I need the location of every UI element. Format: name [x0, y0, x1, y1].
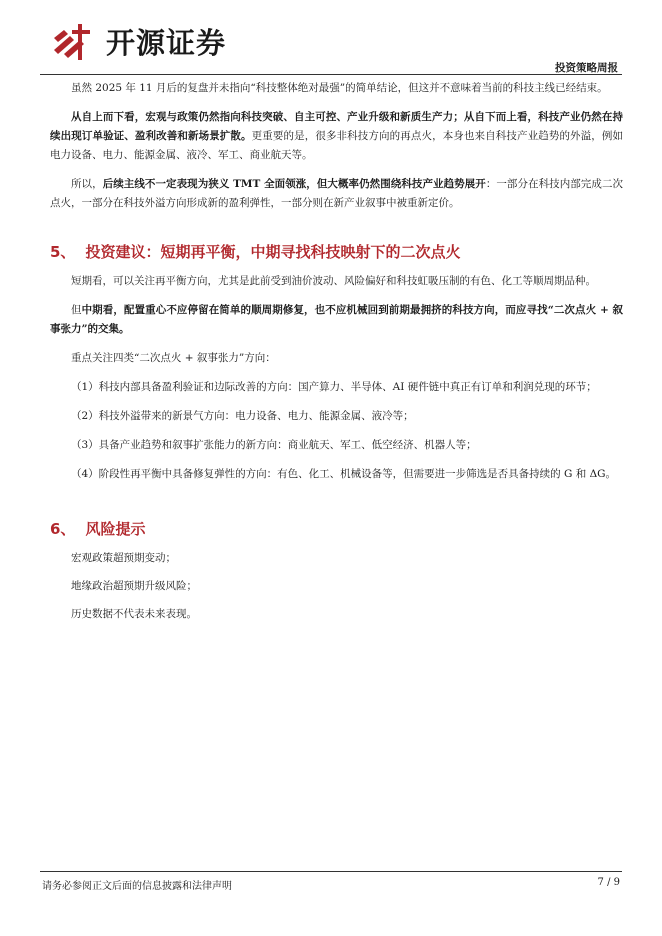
- section-5-item-1: （1）科技内部具备盈利验证和边际改善的方向：国产算力、半导体、AI 硬件链中真正有订单和利润兑现的环节；: [71, 381, 597, 393]
- section-5-item-3: （3）具备产业趋势和叙事扩张能力的新方向：商业航天、军工、低空经济、机器人等；: [71, 439, 477, 451]
- report-type-label: 投资策略周报: [555, 62, 618, 74]
- section-5-item-2: （2）科技外溢带来的新景气方向：电力设备、电力、能源金属、液冷等；: [71, 410, 414, 422]
- page-header: [0, 0, 662, 76]
- section-5-paragraph-1: 短期看，可以关注再平衡方向，尤其是此前受到油价波动、风险偏好和科技虹吸压制的有色、化工等顺周期品种。: [71, 275, 596, 287]
- section-5-paragraph-2-emphasis: 中期看，配置重心不应停留在简单的顺周期修复，也不应机械回到前期最拥挤的科技方向，而应寻找“二次点火 + 叙事张力”的交集。: [50, 304, 623, 335]
- section-5-paragraph-2-lead: 但: [71, 304, 82, 316]
- body-paragraph-2-text: 更重要的是，很多非科技方向的再点火，本身也来自科技产业趋势的外溢，例如电力设备、电力、能源金属、液冷、军工、商业航天等。: [50, 130, 624, 161]
- brand-logo-icon: [50, 20, 100, 62]
- body-paragraph-3-text: ：一部分在科技内部完成二次点火，一部分在科技外溢方向形成新的盈利弹性，一部分则在新产业叙事中被重新定价。: [50, 178, 624, 209]
- footer-disclaimer: 请务必参阅正文后面的信息披露和法律声明: [42, 881, 232, 892]
- risk-item-3: 历史数据不代表未来表现。: [71, 608, 197, 620]
- body-paragraph-3-emphasis: 后续主线不一定表现为狭义 TMT 全面领涨，但大概率仍然围绕科技产业趋势展开: [102, 178, 486, 190]
- body-paragraph-2: [50, 108, 623, 165]
- risk-item-1: 宏观政策超预期变动；: [71, 552, 176, 564]
- body-paragraph-3: [50, 175, 623, 213]
- section-5-paragraph-2: [50, 301, 623, 339]
- brand-logo: [50, 20, 226, 62]
- risk-item-2: 地缘政治超预期升级风险；: [71, 580, 197, 592]
- footer-divider: [40, 871, 622, 872]
- section-5-paragraph-3: 重点关注四类“二次点火 + 叙事张力”方向：: [71, 352, 276, 364]
- body-paragraph-3-lead: 所以，: [71, 178, 103, 190]
- section-5-item-4: （4）阶段性再平衡中具备修复弹性的方向：有色、化工、机械设备等，但需要进一步筛选是否具备持续的 G 和 ΔG。: [71, 468, 617, 480]
- section-5-title: 投资建议：短期再平衡，中期寻找科技映射下的二次点火: [85, 243, 461, 261]
- section-5-heading: [50, 241, 623, 262]
- body-paragraph-2-emphasis: 从自上而下看，宏观与政策仍然指向科技突破、自主可控、产业升级和新质生产力；从自下而上看，科技产业仍然在持续出现订单验证、盈利改善和新场景扩散。: [50, 111, 623, 142]
- page-number: 7 / 9: [597, 877, 620, 888]
- section-6-title: 风险提示: [85, 520, 146, 538]
- brand-name: 开源证券: [106, 25, 227, 60]
- body-paragraph-1: 虽然 2025 年 11 月后的复盘并未指向“科技整体绝对最强”的简单结论，但这并不意味着当前的科技主线已经结束。: [71, 82, 608, 94]
- section-5-number: 5、: [50, 243, 76, 261]
- header-divider: [40, 74, 622, 75]
- page-content: [50, 79, 623, 633]
- section-6-number: 6、: [50, 520, 76, 538]
- section-6-heading: [50, 518, 623, 539]
